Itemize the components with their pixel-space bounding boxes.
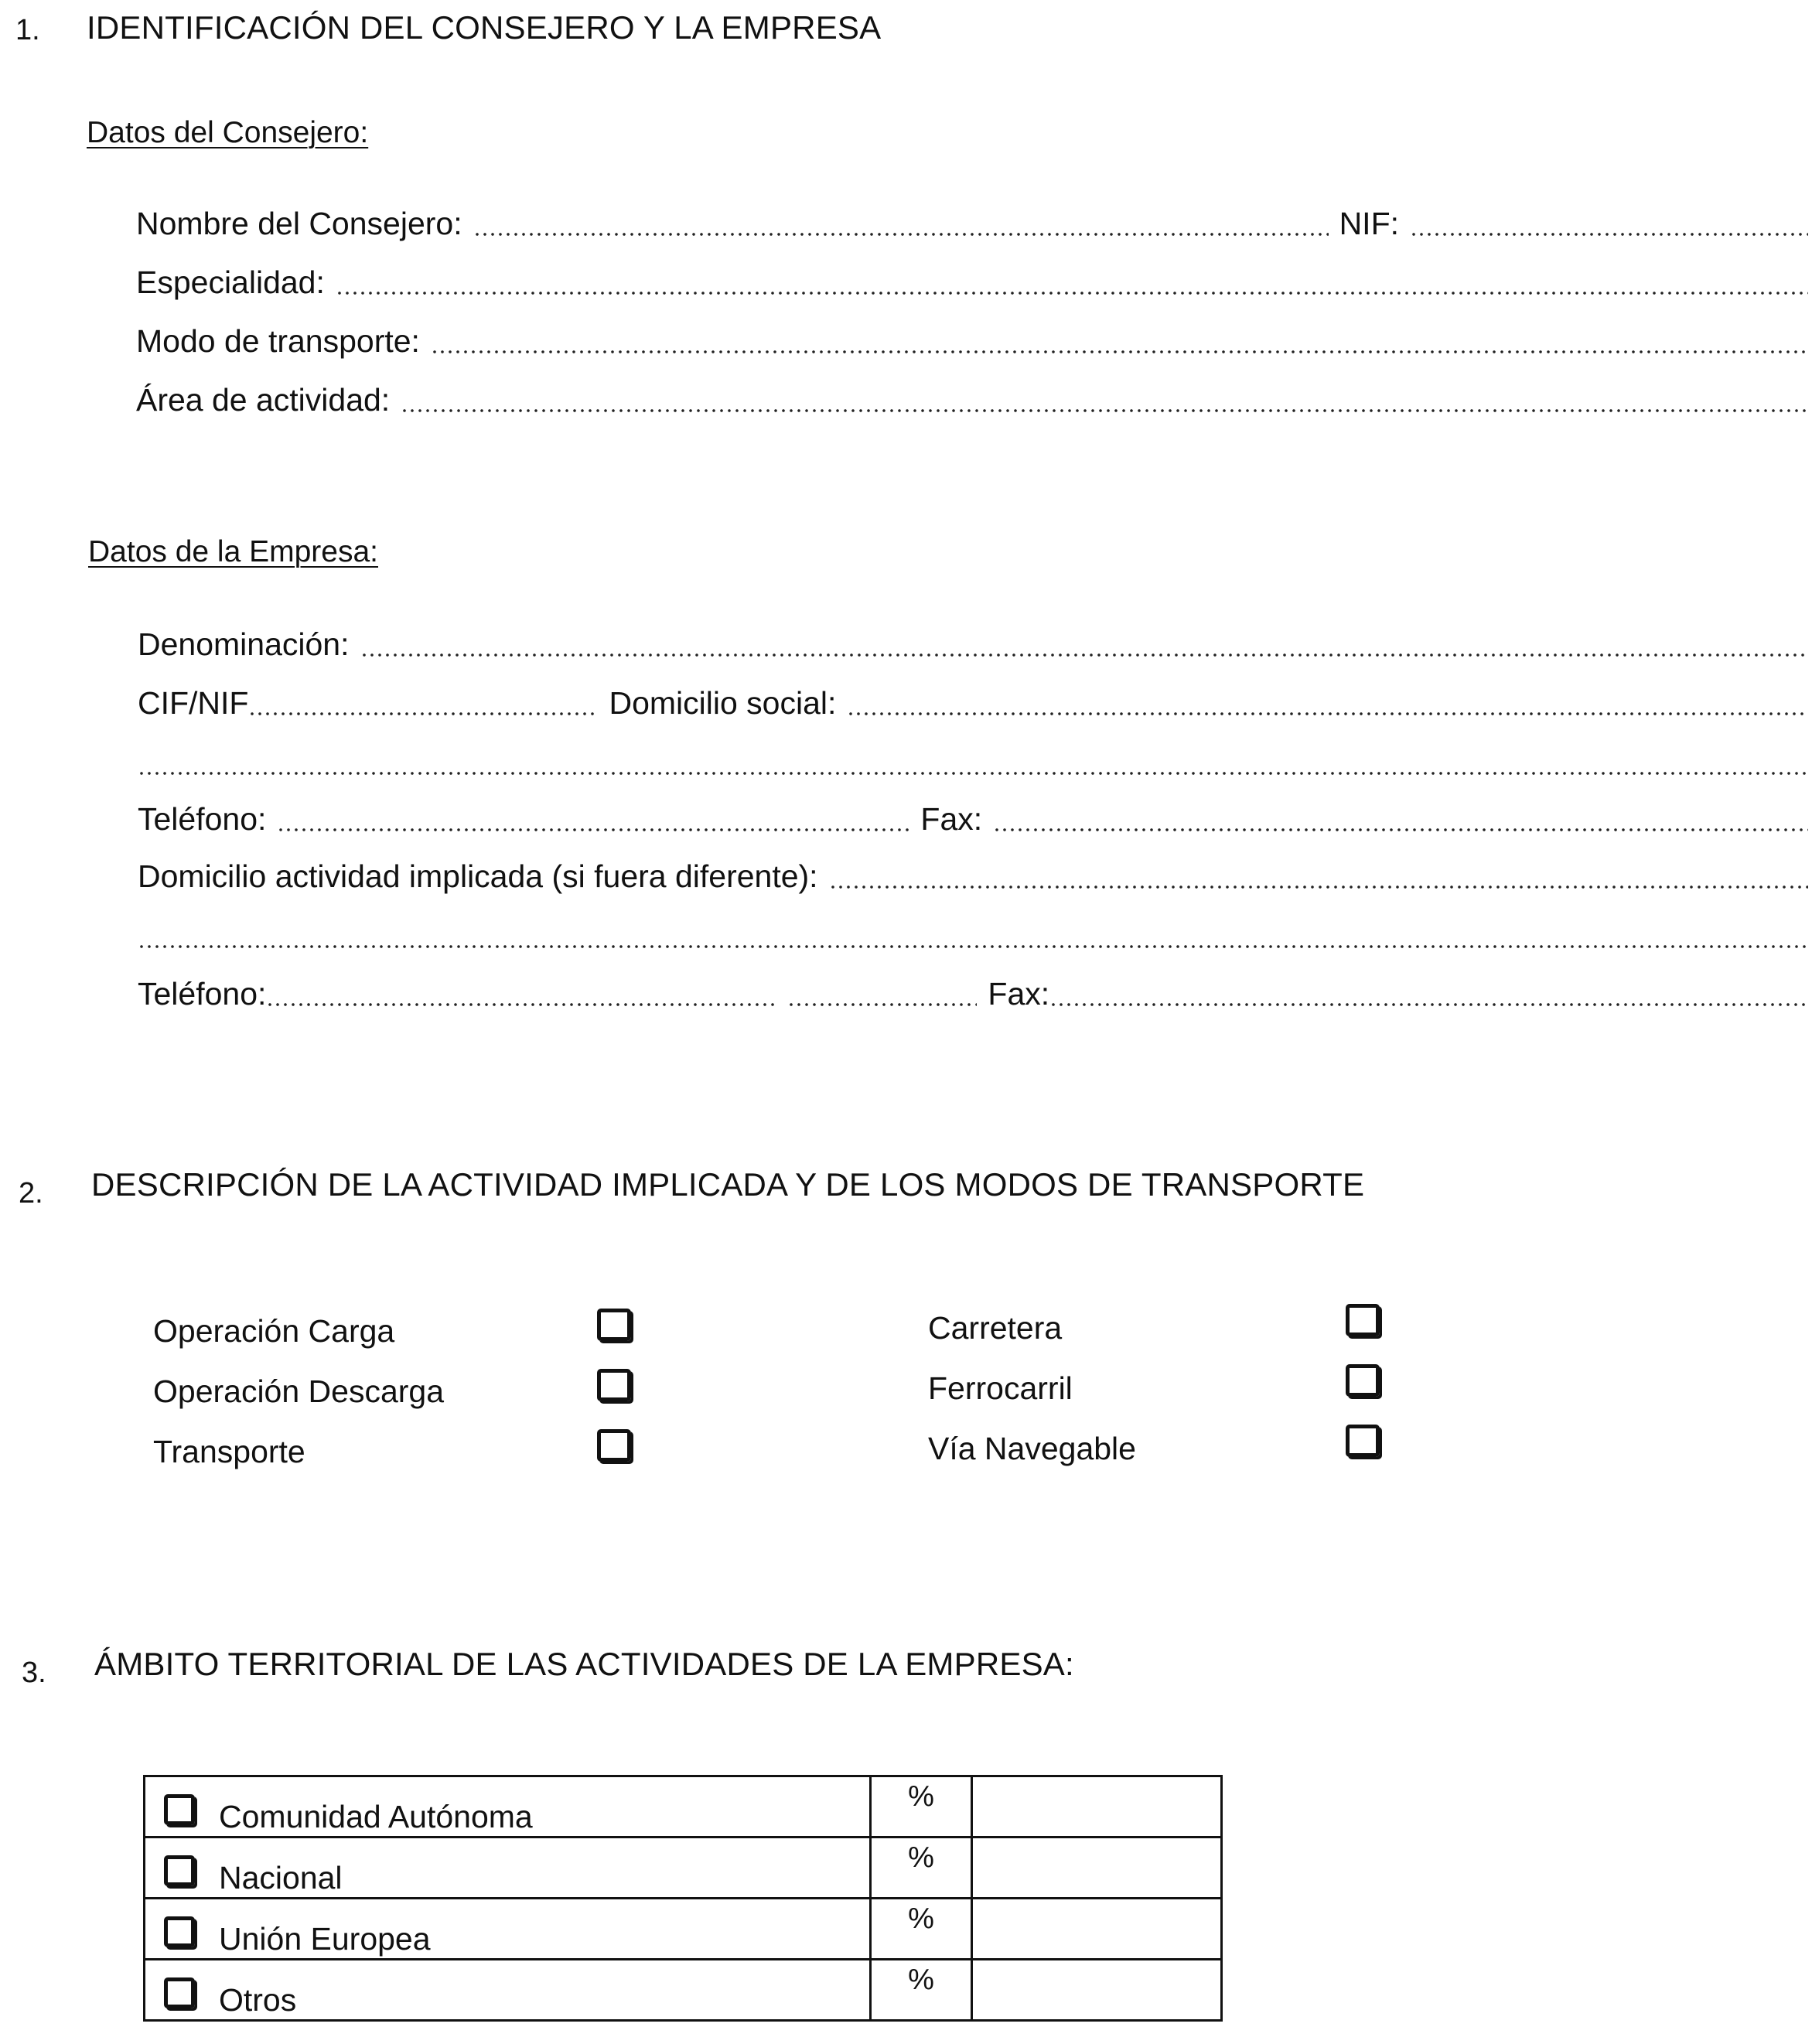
activity-transporte-checkbox[interactable]	[597, 1429, 631, 1462]
ambito-comunidad-label: Comunidad Autónoma	[219, 1799, 533, 1834]
section2-number: 2.	[19, 1177, 43, 1210]
mode-navegable-checkbox[interactable]	[1346, 1425, 1380, 1457]
nif-label: NIF:	[1339, 206, 1399, 241]
area-label: Área de actividad:	[136, 382, 391, 418]
fax2-label: Fax:	[988, 976, 1050, 1012]
ambito-comunidad-checkbox[interactable]	[164, 1794, 195, 1825]
fax2-field[interactable]	[1049, 1003, 1808, 1006]
activity-carga-checkbox[interactable]	[597, 1309, 631, 1341]
ambito-nacional-label: Nacional	[219, 1860, 343, 1896]
domicilio-actividad-cont-row	[138, 917, 1808, 954]
mode-ferrocarril-label: Ferrocarril	[928, 1370, 1073, 1406]
domicilio-actividad-row	[138, 858, 1808, 895]
percent-sign: %	[908, 1902, 934, 1935]
ambito-otros-checkbox[interactable]	[164, 1977, 195, 2008]
ambito-name-cell	[145, 1776, 871, 1838]
ambito-pct-cell	[871, 1838, 972, 1899]
activity-descarga-label: Operación Descarga	[153, 1373, 445, 1409]
domicilio-label: Domicilio social:	[609, 685, 837, 721]
table-row	[145, 1776, 1222, 1838]
denominacion-field[interactable]	[360, 653, 1809, 657]
especialidad-field[interactable]	[336, 292, 1808, 295]
especialidad-row	[136, 264, 1808, 301]
area-field[interactable]	[401, 409, 1808, 412]
ambito-comunidad-value[interactable]	[972, 1776, 1222, 1838]
activity-descarga-checkbox[interactable]	[597, 1369, 631, 1401]
domicilio-cont-field[interactable]	[138, 772, 1808, 775]
denominacion-label: Denominación:	[138, 626, 350, 662]
nombre-row	[136, 206, 1808, 242]
mode-navegable-label: Vía Navegable	[928, 1431, 1136, 1466]
fax-field[interactable]	[993, 828, 1808, 831]
empresa-heading: Datos de la Empresa:	[88, 535, 379, 568]
ambito-pct-cell	[871, 1776, 972, 1838]
telefono2-row	[138, 976, 1808, 1012]
table-row	[145, 1960, 1222, 2021]
telefono-row	[138, 801, 1808, 838]
domicilio-cont-row	[138, 744, 1808, 781]
section3-number: 3.	[22, 1657, 46, 1689]
denominacion-row	[138, 626, 1808, 663]
ambito-nacional-checkbox[interactable]	[164, 1855, 195, 1886]
section1-number: 1.	[15, 14, 40, 46]
cif-label: CIF/NIF	[138, 685, 249, 721]
ambito-pct-cell	[871, 1899, 972, 1960]
nombre-label: Nombre del Consejero:	[136, 206, 462, 241]
section1-title: IDENTIFICACIÓN DEL CONSEJERO Y LA EMPRESA	[87, 9, 882, 46]
ambito-name-cell	[145, 1899, 871, 1960]
ambito-ue-value[interactable]	[972, 1899, 1222, 1960]
activity-carga-label: Operación Carga	[153, 1313, 395, 1349]
ambito-pct-cell	[871, 1960, 972, 2021]
domicilio-field[interactable]	[847, 712, 1808, 715]
mode-carretera-checkbox[interactable]	[1346, 1304, 1380, 1336]
ambito-otros-value[interactable]	[972, 1960, 1222, 2021]
telefono-label: Teléfono:	[138, 801, 267, 837]
cif-row	[138, 685, 1808, 722]
mode-carretera-label: Carretera	[928, 1310, 1063, 1346]
cif-field[interactable]	[248, 712, 598, 715]
telefono-field[interactable]	[277, 828, 909, 831]
ambito-ue-checkbox[interactable]	[164, 1916, 195, 1947]
modo-field[interactable]	[431, 350, 1808, 353]
consejero-heading: Datos del Consejero:	[87, 116, 369, 149]
activity-transporte-label: Transporte	[153, 1434, 305, 1469]
telefono2-field[interactable]	[266, 1003, 776, 1006]
ambito-ue-label: Unión Europea	[219, 1921, 431, 1957]
modo-label: Modo de transporte:	[136, 323, 420, 359]
domicilio-actividad-label: Domicilio actividad implicada (si fuera diferente):	[138, 858, 818, 894]
area-row	[136, 382, 1808, 418]
ambito-otros-label: Otros	[219, 1982, 297, 2018]
telefono2-ext-field[interactable]	[787, 1003, 977, 1006]
domicilio-actividad-field[interactable]	[829, 886, 1808, 889]
ambito-name-cell	[145, 1960, 871, 2021]
fax-label: Fax:	[920, 801, 983, 837]
percent-sign: %	[908, 1841, 934, 1874]
nif-field[interactable]	[1410, 233, 1808, 236]
ambito-table	[143, 1775, 1223, 2022]
section3-title: ÁMBITO TERRITORIAL DE LAS ACTIVIDADES DE LA EMPRESA:	[94, 1646, 1074, 1682]
mode-ferrocarril-checkbox[interactable]	[1346, 1364, 1380, 1397]
telefono2-label: Teléfono:	[138, 976, 267, 1012]
especialidad-label: Especialidad:	[136, 264, 325, 300]
section2-title: DESCRIPCIÓN DE LA ACTIVIDAD IMPLICADA Y DE LOS MODOS DE TRANSPORTE	[91, 1166, 1365, 1203]
nombre-field[interactable]	[473, 233, 1329, 236]
table-row	[145, 1838, 1222, 1899]
percent-sign: %	[908, 1780, 934, 1813]
ambito-name-cell	[145, 1838, 871, 1899]
modo-row	[136, 323, 1808, 360]
percent-sign: %	[908, 1964, 934, 1996]
domicilio-actividad-cont-field[interactable]	[138, 945, 1808, 948]
table-row	[145, 1899, 1222, 1960]
ambito-nacional-value[interactable]	[972, 1838, 1222, 1899]
